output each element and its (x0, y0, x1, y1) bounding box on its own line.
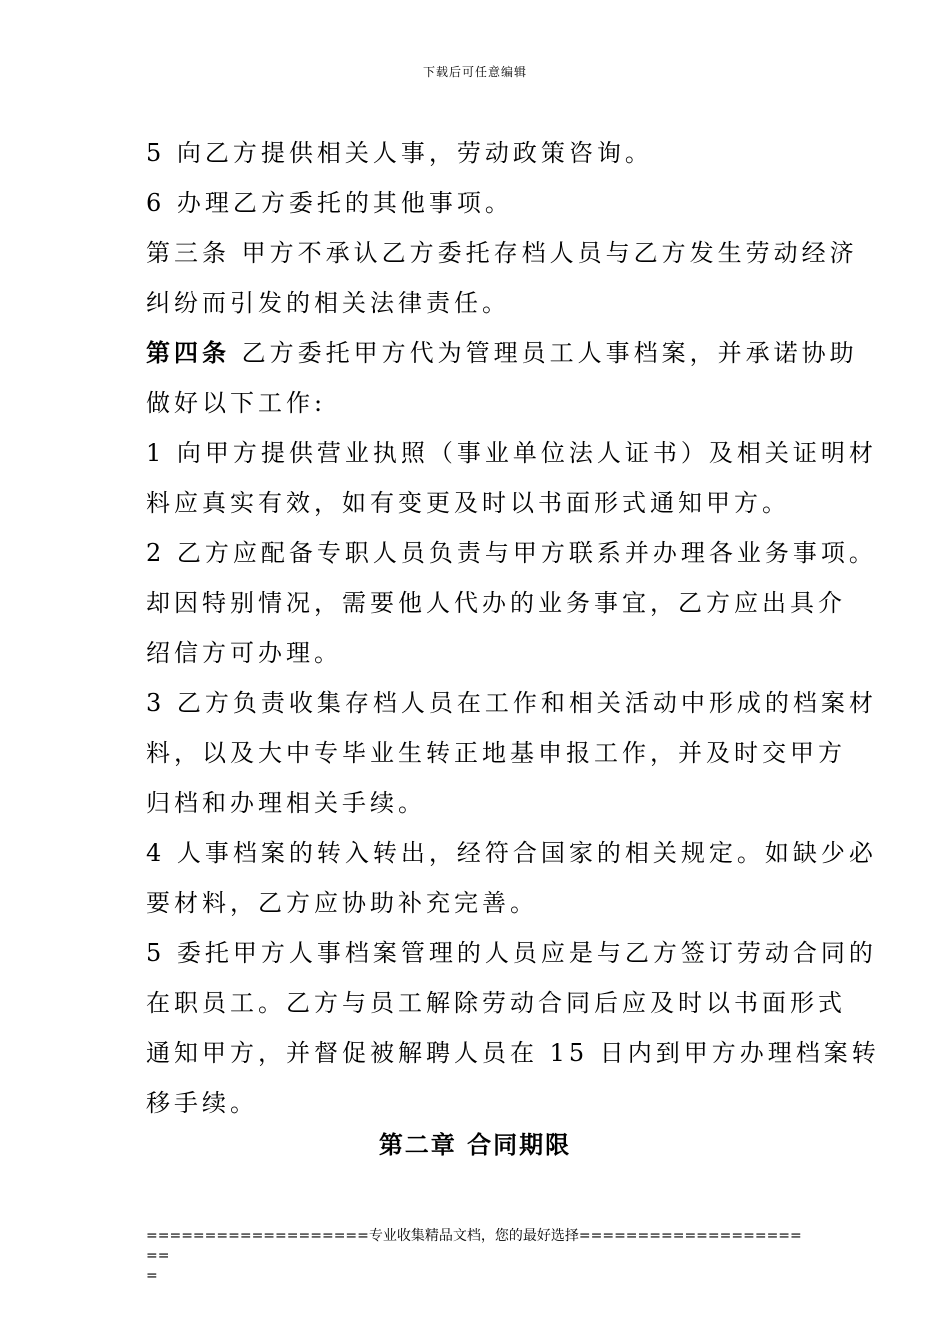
article-4-line (146, 328, 858, 378)
body-line: 绍信方可办理。 (146, 639, 342, 667)
body-line: 通知甲方，并督促被解聘人员在 15 日内到甲方办理档案转 (146, 1039, 880, 1067)
body-line: 要材料，乙方应协助补充完善。 (146, 889, 538, 917)
body-line: 2 乙方应配备专职人员负责与甲方联系并办理各业务事项。 (146, 539, 877, 567)
footer-text: ===================专业收集精品文档，您的最好选择===================== (146, 1228, 802, 1264)
body-line: 4 人事档案的转入转出，经符合国家的相关规定。如缺少必 (146, 839, 877, 867)
body-line: 做好以下工作: (146, 389, 327, 417)
body-line: 3 乙方负责收集存档人员在工作和相关活动中形成的档案材 (146, 689, 877, 717)
body-line: 纠纷而引发的相关法律责任。 (146, 289, 510, 317)
body-line: 5 委托甲方人事档案管理的人员应是与乙方签订劳动合同的 (146, 939, 877, 967)
body-line: 5 向乙方提供相关人事，劳动政策咨询。 (146, 139, 653, 167)
document-body (146, 128, 880, 1128)
page-header: 下载后可任意编辑 (422, 65, 527, 79)
body-line: 移手续。 (146, 1089, 258, 1117)
body-line: 在职员工。乙方与员工解除劳动合同后应及时以书面形式 (146, 989, 846, 1017)
footer-tail: = (146, 1268, 158, 1284)
page-footer (146, 1226, 808, 1286)
body-line: 第三条 甲方不承认乙方委托存档人员与乙方发生劳动经济 (146, 239, 858, 267)
article-4-text: 乙方委托甲方代为管理员工人事档案，并承诺协助 (241, 339, 858, 367)
article-4-label: 第四条 (146, 338, 230, 367)
body-line: 归档和办理相关手续。 (146, 789, 426, 817)
chapter-title: 第二章 合同期限 (378, 1130, 572, 1159)
body-line: 却因特别情况，需要他人代办的业务事宜，乙方应出具介 (146, 589, 846, 617)
body-line: 料应真实有效，如有变更及时以书面形式通知甲方。 (146, 489, 790, 517)
body-line: 料，以及大中专毕业生转正地基申报工作，并及时交甲方 (146, 739, 846, 767)
body-line: 1 向甲方提供营业执照（事业单位法人证书）及相关证明材 (146, 439, 877, 467)
body-line: 6 办理乙方委托的其他事项。 (146, 189, 513, 217)
